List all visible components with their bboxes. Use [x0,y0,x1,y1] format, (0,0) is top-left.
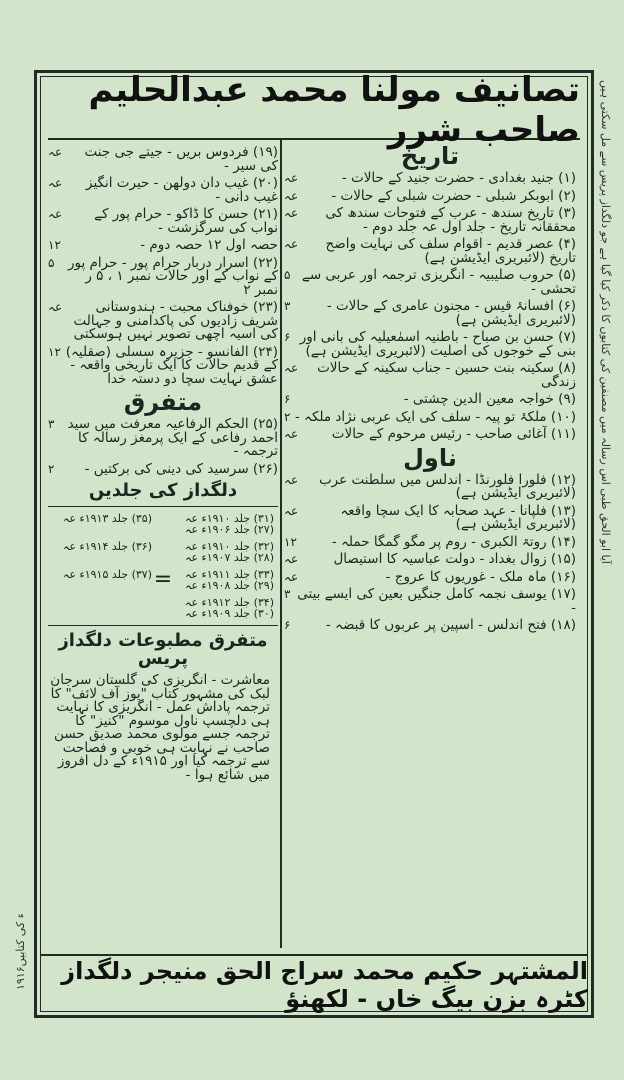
list-item [48,177,278,204]
item-title: (۲۰) غیب دان دولھن - حیرت انگیز غیب دانی - [86,175,278,205]
list-item [48,418,278,459]
left-column [48,142,278,1000]
item-price: ۲ [284,409,291,424]
list-item [284,568,576,585]
item-price: ۳ [48,417,55,431]
list-item [48,460,278,477]
page-title: تصانیف مولنا محمد عبدالحلیم صاحب شرر [48,82,580,140]
item-price: عہ [284,206,299,220]
list-item [48,343,278,387]
item-title: (۱۳) فلپانا - عہد صحابہ کا ایک سچا واقعہ (لائبریری ایڈیشن ہے) [340,502,576,532]
list-item [284,428,576,442]
item-price: ۳ [284,299,291,313]
item-price: عہ [284,552,299,566]
item-title: (۱۷) یوسف نجمہ کامل جنگیں بعین کی ایسے بیتی - [297,586,576,616]
novel-list [284,471,576,633]
volume-cell: (۳۶) جلد ۱۹۱۴ء عہ [63,540,152,553]
item-price: عہ [284,427,299,441]
item-price: عہ [48,145,63,159]
item-title: (۹) خواجہ معین الدین چشتی - [403,391,576,407]
item-price: عہ [284,188,299,203]
list-item [48,301,278,342]
item-price: عہ [48,300,63,314]
list-item [284,362,576,389]
misc-list [48,418,278,476]
list-item [284,553,576,567]
item-title: (۱۴) روتۃ الکبری - روم پر مگو گمگا حملہ - [331,533,576,550]
section-title-misc: متفرق [123,388,203,416]
item-title: (۲۶) سرسید کی دینی کی برکتیں - [84,460,278,477]
volume-cell [52,597,152,619]
list-item [284,502,576,532]
list-item [48,254,278,298]
divider [48,506,278,507]
gudaz-volumes-title: دلگداز کی جلدیں [88,480,238,501]
item-title: (۲۵) الحکم الرفاعیہ معرفت میں سید احمد رفاعی کے ایک پرمغز رسالہ کا ترجمہ - [67,416,278,459]
item-price: ۵ [284,268,291,282]
misc-publications-title: متفرق مطبوعات دلگداز پریس [58,630,268,669]
item-price: ۶ [284,618,291,632]
item-title: (۶) افسانۂ قیس - مجنون عامری کے حالات - (لائبریری ایڈیشن ہے) [326,298,576,328]
list-item [284,619,576,633]
list-item [284,172,576,186]
history-list [284,172,576,442]
section-title-history: تاریخ [400,142,460,170]
item-title: (۱۲) فلورا فلورنڈا - اندلس میں سلطنت عرب (لائبریری ایڈیشن ہے) [318,471,576,501]
item-title: (۱۵) زوال بغداد - دولت عباسیہ کا استیصال [333,551,576,567]
list-item [48,239,278,253]
item-title: (۴) عصر قدیم - اقوام سلف کی نہایت واضح تاریخ (لائبریری ایڈیشن ہے) [325,236,576,266]
section-title-novels: ناول [403,443,457,472]
volume-cell: (۳۴) جلد ۱۹۱۲ء عہ (۳۰) جلد ۱۹۰۹ء عہ [185,596,274,620]
item-price: ۶ [284,330,291,344]
misc-publications-text: معاشرت - انگریزی کی گلستان سرجان لبک کی مشہور کتاب "یوز آف لائف" کا ترجمہ پاداش عمل - انگریزی کا نہایت ہی دلچسپ ناول موسوم "کنیز" کا ترجمہ جسے مولوی محمد صدیق حسن صاحب نے نہایت ہی خوبی و فصاحت سے ترجمہ کیا اور ۱۹۱۵ء کے دل افروز میں شائع ہوا - [50,672,270,783]
item-title: (۱۸) فتح اندلس - اسپین پر عربوں کا قبضہ - [325,617,576,633]
item-title: حصہ اول ۱۲ حصہ دوم - [140,237,278,253]
list-item [284,533,576,550]
volume-cell: (۳۳) جلد ۱۹۱۱ء عہ (۲۹) جلد ۱۹۰۸ء عہ [185,568,274,592]
item-price: ۱۲ [48,238,61,252]
list-item [284,207,576,234]
volume-cell: (۳۵) جلد ۱۹۱۳ء عہ [63,512,152,525]
item-price: ۲ [48,461,55,476]
column-divider [280,140,282,948]
item-title: (۱۹) فردوس بریں - جیتے جی جنت کی سیر - [84,144,278,174]
list-item [284,588,576,615]
item-title: (۲) ابوبکر شبلی - حضرت شبلی کے حالات - [331,187,576,204]
item-price: عہ [284,569,299,584]
volume-cell: (۳۱) جلد ۱۹۱۰ء عہ (۲۷) جلد ۱۹۰۶ء عہ [185,512,274,536]
item-title: (۳) تاریخ سندھ - عرب کے فتوحات سندھ کی محققانہ تاریخ - جلد اول عہ جلد دوم - [325,205,576,235]
item-title: (۲۳) خوفناک محبت - ہندوستانی شریف زادیوں کی پاکدامنی و جہالت کی اسیہ اچھی تصویر نہیں ہوسکتی [73,299,278,342]
item-price: ۱۲ [48,344,61,359]
item-price: عہ [284,361,299,375]
volume-cell: (۳۷) جلد ۱۹۱۵ء عہ [63,568,152,581]
volume-cell: (۳۲) جلد ۱۹۱۰ء عہ (۲۸) جلد ۱۹۰۷ء عہ [185,540,274,564]
item-price: ۳ [284,587,291,601]
item-title: (۲۲) اسرار دربار حرام پور - حرام پور کے نواب کے اور حالات نمبر ۱ ، ۵ ر نمبر ۲ [68,254,278,298]
item-price: ۶ [284,392,291,406]
item-title: (۲۱) حسن کا ڈاکو - حرام پور کے نواب کی سرگزشت - [94,206,278,236]
equals-mark: = [153,567,173,592]
item-title: (۱) جنید بغدادی - حضرت جنید کے حالات - [341,170,576,186]
novel-list-continued [48,146,278,386]
list-item [48,146,278,173]
item-title: (۸) سکینہ بنت حسین - جناب سکینہ کے حالات زندگی [317,360,576,390]
list-item [284,269,576,296]
divider [48,625,278,626]
item-title: (۲۴) الفانسو - جزیرہ سسلی (صقلیہ) کے قدیم حالات کا ایک تاریخی واقعہ - عشق نہایت سچا دو دستہ خدا [65,343,278,387]
list-item [284,187,576,204]
list-item [284,238,576,265]
side-note-right: آیا ابو الحق طبی اس رسالہ میں مصنفین کی کتابوں کا ذکر کیا گیا ہے جو دلگداز پریس سے مل سکتی ہیں [599,80,612,564]
list-item [284,408,576,425]
item-price: ۱۲ [284,534,297,549]
item-title: (۱۰) ملکۂ تو پیہ - سلف کی ایک عربی نژاد ملکہ - [294,408,576,425]
item-title: (۵) حروب صلیبیہ - انگریزی ترجمہ اور عربی سے تحشی - [301,267,576,297]
list-item [284,331,576,358]
item-title: (۱۱) آغائی صاحب - رئیس مرحوم کے حالات [331,426,576,442]
item-title: (۱۶) ماہ ملک - غوریوں کا عروج - [385,568,576,585]
item-price: عہ [284,472,299,487]
item-price: عہ [48,207,63,221]
side-note-left: ۱۹۱۶ء کی کتابیں [14,913,27,990]
list-item [48,208,278,235]
item-title: (۷) حسن بن صباح - باطنیہ اسمٰعیلیہ کی بانی اور بنی کے خوجوں کی اصلیت (لائبریری ایڈیشن ہے) [299,329,576,359]
item-price: عہ [284,171,299,185]
right-column [284,142,576,1000]
item-price: ۵ [48,255,55,270]
list-item [284,300,576,327]
footer-publisher: المشتہر حکیم محمد سراج الحق منیجر دلگداز کٹرہ بزن بیگ خاں - لکھنؤ [40,954,588,1014]
item-price: عہ [284,503,299,518]
list-item [284,393,576,407]
item-price: عہ [48,176,63,190]
gudaz-volumes-grid [52,513,274,619]
item-price: عہ [284,237,299,251]
list-item [284,471,576,501]
